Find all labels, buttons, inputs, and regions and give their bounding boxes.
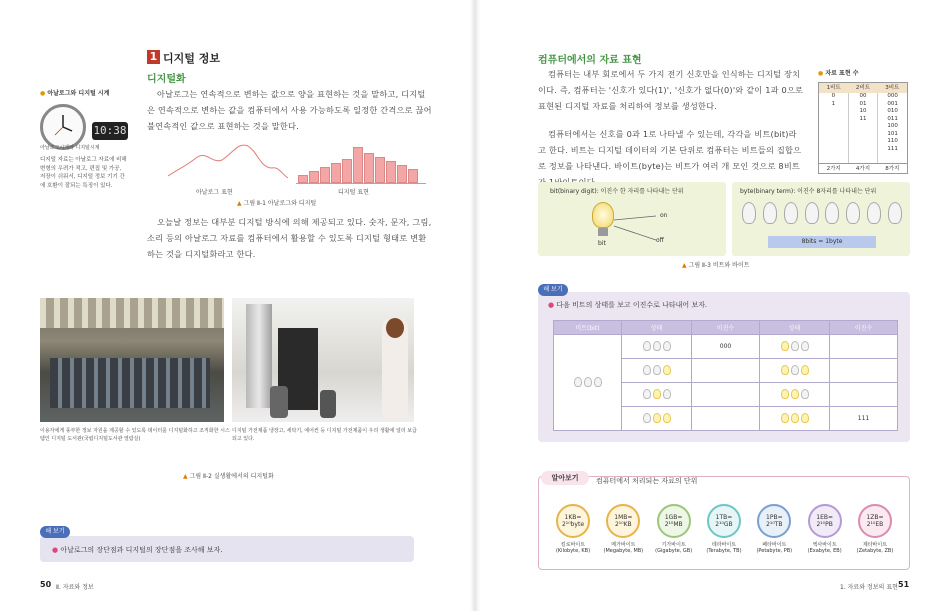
on-label: on [660, 212, 668, 219]
side-note: 디지털 자료는 아날로그 자료에 비해 변형의 우려가 적고, 편집 및 가공, 저장이 쉬워서, 디지털 정보 기기 간에 호환이 잘되는 특징이 있다. [40, 157, 127, 189]
bits-table-title: ● 자료 표현 수 [818, 70, 859, 77]
footer-page-number-left: 50 [40, 580, 52, 589]
figure1-caption: ▲ 그림 Ⅱ-1 아날로그와 디지털 [237, 200, 317, 207]
bulb-base-icon [598, 228, 608, 236]
activity-text-right: ● 다음 비트의 상태를 보고 이진수로 나타내어 보자. [548, 301, 708, 309]
on-off-arrows [612, 206, 662, 246]
appliance-photo [232, 298, 414, 422]
paragraph-digitization: 아날로그는 연속적으로 변하는 값으로 양을 표현하는 것을 말하고, 디지털은 연속적으로 변하는 값을 컴퓨터에서 사용 가능하도록 일정한 간격으로 끊어 불연속적인 값으로 표현하는 것을 말한다. [147, 89, 432, 131]
footer-page-number-right: 51 [898, 580, 910, 589]
paragraph-computer: 컴퓨터는 내부 회로에서 두 가지 전기 신호만을 인식하는 디지털 장치이다. 즉, 컴퓨터는 '신호가 있다(1)', '신호가 없다(0)'와 같이 1과 0으로 표현된 디지털 자료를 처리하여 정보를 생성한다. [538, 69, 804, 111]
right-heading: 컴퓨터에서의 자료 표현 [538, 55, 642, 66]
figure3-caption: ▲ 그림 Ⅱ-3 비트와 바이트 [682, 262, 750, 269]
know-title: 컴퓨터에서 처리되는 자료의 단위 [596, 477, 698, 485]
photo1-caption: 이용자에게 풍부한 정보 자원을 제공할 수 있도록 데이터를 디지털화하고 조직화한 시스템인 디지털 도서관(국립디지털도서관 열람실) [40, 428, 230, 442]
unit-pb: 1PB= 2¹⁰TB 페타바이트 (Petabyte, PB) [749, 504, 799, 554]
footer-text-right: 1. 자료와 정보의 표현 [840, 584, 898, 591]
unit-list [548, 504, 900, 554]
analog-label: 아날로그 표현 [196, 189, 233, 196]
bits-table: 1비트 2비트 3비트 0 1 00 01 10 11 000 001 010 011 100 101 110 111 2가지 4가지 8가지 [818, 82, 908, 174]
byte-definition: byte(binary term): 이진수 8자리를 나타내는 단위 [740, 188, 877, 195]
activity-badge-left: 해 보기 [40, 526, 70, 538]
byte-bar: 8bits = 1byte [768, 236, 876, 248]
off-label: off [656, 237, 664, 244]
figure2-caption: ▲ 그림 Ⅱ-2 실생활에서의 디지털화 [183, 473, 274, 480]
activity-text-left: ● 아날로그의 장단점과 디지털의 장단점을 조사해 보자. [52, 546, 223, 554]
bit-definition: bit(binary digit): 이진수 한 자리를 나타내는 단위 [550, 188, 684, 195]
lightbulb-icon [592, 202, 614, 228]
unit-kb: 1KB= 2¹⁰byte 킬로바이트 (Kilobyte, KB) [548, 504, 598, 554]
activity-badge-right: 해 보기 [538, 284, 568, 296]
section-title: 디지털 정보 [163, 52, 220, 65]
unit-gb: 1GB= 2¹⁰MB 기가바이트 (Gigabyte, GB) [649, 504, 699, 554]
photo2-caption: 디지털 가전제품 냉장고, 세탁기, 에어컨 등 디지털 가전제품이 우리 생활에 널리 보급되고 있다. [232, 428, 417, 442]
know-badge: 알아보기 [541, 471, 589, 485]
analog-graph [168, 138, 288, 186]
digital-graph [296, 144, 426, 184]
byte-bulbs [742, 202, 902, 224]
section-number: 1 [147, 50, 160, 64]
unit-eb: 1EB= 2¹⁰PB 엑사바이트 (Exabyte, EB) [800, 504, 850, 554]
paragraph-today: 오늘날 정보는 대부분 디지털 방식에 의해 제공되고 있다. 숫자, 문자, 그림, 소리 등의 아날로그 자료를 컴퓨터에서 활용할 수 있도록 디지털 형태로 변환하는 것을 디지털화라고 한다. [147, 217, 432, 259]
unit-zb: 1ZB= 2¹⁰EB 제타바이트 (Zetabyte, ZB) [850, 504, 900, 554]
library-photo [40, 298, 224, 422]
binary-table: 비트(bit) 상태 이진수 상태 이진수 000 111 [553, 320, 898, 431]
paragraph-bits: 컴퓨터에서는 신호를 0과 1로 나타낼 수 있는데, 각각을 비트(bit)라고 한다. 비트는 디지털 데이터의 기본 단위로 컴퓨터는 비트들의 집합으로 정보를 나타낸다. 바이트(byte)는 비트가 여러 개 모인 것으로 8비트 [538, 129, 802, 171]
sub-title: 디지털화 [147, 74, 186, 85]
book-gutter [470, 0, 480, 611]
clock-caption: 아날로그시계와 디지털시계 [40, 145, 100, 151]
unit-mb: 1MB= 2¹⁰KB 메가바이트 (Megabyte, MB) [598, 504, 648, 554]
bit-label: bit [598, 240, 606, 247]
bits-example [554, 335, 622, 431]
footer-text-left: Ⅱ. 자료와 정보 [56, 584, 94, 591]
clock-title: ● 아날로그와 디지털 시계 [40, 90, 110, 97]
digital-clock: 10:38 [92, 122, 128, 140]
unit-tb: 1TB= 2¹⁰GB 테라바이트 (Terabyte, TB) [699, 504, 749, 554]
digital-label: 디지털 표현 [338, 189, 369, 196]
